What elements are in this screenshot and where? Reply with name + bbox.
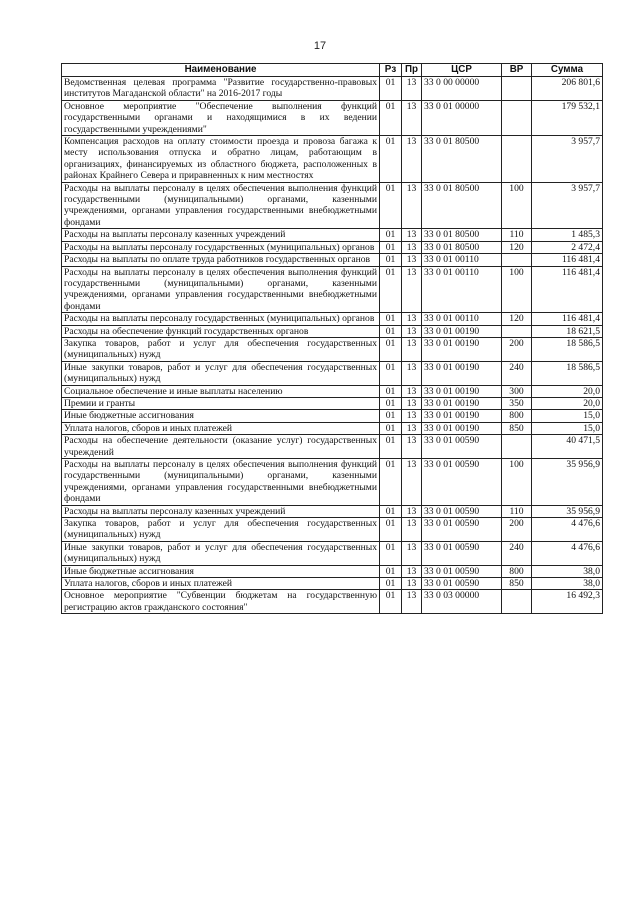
row-csr-cell: 33 0 01 00000 [422, 100, 502, 135]
row-pr-cell: 13 [402, 337, 422, 361]
row-csr-cell: 33 0 01 00190 [422, 385, 502, 397]
row-name-cell: Расходы на обеспечение деятельности (оказание услуг) государственных учреждений [62, 435, 380, 459]
row-vr-cell [502, 325, 532, 337]
row-csr-cell: 33 0 01 80500 [422, 229, 502, 241]
row-sum-cell: 4 476,6 [532, 518, 603, 542]
row-sum-cell: 1 485,3 [532, 229, 603, 241]
row-vr-cell: 100 [502, 266, 532, 313]
row-vr-cell: 800 [502, 565, 532, 577]
table-row [62, 182, 603, 229]
row-sum-cell: 16 492,3 [532, 590, 603, 614]
row-name-cell: Расходы на обеспечение функций государственных органов [62, 325, 380, 337]
row-vr-cell: 110 [502, 505, 532, 517]
row-csr-cell: 33 0 01 00190 [422, 325, 502, 337]
row-sum-cell: 4 476,6 [532, 541, 603, 565]
header-name: Наименование [62, 64, 380, 77]
row-vr-cell: 100 [502, 182, 532, 229]
row-sum-cell: 18 586,5 [532, 337, 603, 361]
row-pr-cell: 13 [402, 100, 422, 135]
row-vr-cell: 300 [502, 385, 532, 397]
row-csr-cell: 33 0 00 00000 [422, 77, 502, 101]
row-rz-cell: 01 [380, 435, 402, 459]
table-row [62, 77, 603, 101]
row-sum-cell: 35 956,9 [532, 505, 603, 517]
table-body [62, 77, 603, 614]
row-rz-cell: 01 [380, 77, 402, 101]
row-pr-cell: 13 [402, 410, 422, 422]
row-csr-cell: 33 0 01 00110 [422, 266, 502, 313]
row-vr-cell: 800 [502, 410, 532, 422]
row-name-cell: Расходы на выплаты по оплате труда работников государственных органов [62, 254, 380, 266]
row-vr-cell: 200 [502, 518, 532, 542]
row-vr-cell: 200 [502, 337, 532, 361]
row-pr-cell: 13 [402, 578, 422, 590]
row-pr-cell: 13 [402, 590, 422, 614]
row-pr-cell: 13 [402, 505, 422, 517]
row-csr-cell: 33 0 01 00190 [422, 410, 502, 422]
row-sum-cell: 20,0 [532, 397, 603, 409]
row-sum-cell: 35 956,9 [532, 459, 603, 506]
row-sum-cell: 179 532,1 [532, 100, 603, 135]
row-csr-cell: 33 0 01 00190 [422, 361, 502, 385]
row-csr-cell: 33 0 01 00590 [422, 505, 502, 517]
row-rz-cell: 01 [380, 590, 402, 614]
table-row [62, 565, 603, 577]
table-row [62, 422, 603, 434]
row-rz-cell: 01 [380, 361, 402, 385]
page-number: 17 [313, 40, 327, 52]
row-vr-cell: 120 [502, 241, 532, 253]
table-row [62, 505, 603, 517]
row-pr-cell: 13 [402, 229, 422, 241]
row-csr-cell: 33 0 03 00000 [422, 590, 502, 614]
row-csr-cell: 33 0 01 80500 [422, 136, 502, 183]
row-rz-cell: 01 [380, 100, 402, 135]
header-pr: Пр [402, 64, 422, 77]
row-vr-cell: 240 [502, 541, 532, 565]
row-rz-cell: 01 [380, 541, 402, 565]
header-csr: ЦСР [422, 64, 502, 77]
row-vr-cell [502, 136, 532, 183]
row-name-cell: Закупка товаров, работ и услуг для обеспечения государственных (муниципальных) нужд [62, 337, 380, 361]
budget-table [61, 63, 603, 614]
row-name-cell: Расходы на выплаты персоналу казенных учреждений [62, 229, 380, 241]
row-rz-cell: 01 [380, 410, 402, 422]
row-pr-cell: 13 [402, 435, 422, 459]
row-vr-cell: 240 [502, 361, 532, 385]
row-name-cell: Иные бюджетные ассигнования [62, 565, 380, 577]
row-name-cell: Социальное обеспечение и иные выплаты населению [62, 385, 380, 397]
table-row [62, 337, 603, 361]
row-sum-cell: 40 471,5 [532, 435, 603, 459]
row-rz-cell: 01 [380, 182, 402, 229]
row-sum-cell: 116 481,4 [532, 254, 603, 266]
table-row [62, 397, 603, 409]
row-rz-cell: 01 [380, 422, 402, 434]
row-name-cell: Уплата налогов, сборов и иных платежей [62, 578, 380, 590]
table-header [62, 64, 603, 77]
row-sum-cell: 38,0 [532, 565, 603, 577]
table-row [62, 100, 603, 135]
row-vr-cell: 100 [502, 459, 532, 506]
row-name-cell: Расходы на выплаты персоналу государственных (муниципальных) органов [62, 313, 380, 325]
row-vr-cell [502, 100, 532, 135]
row-sum-cell: 15,0 [532, 410, 603, 422]
row-name-cell: Расходы на выплаты персоналу государственных (муниципальных) органов [62, 241, 380, 253]
row-sum-cell: 3 957,7 [532, 136, 603, 183]
row-csr-cell: 33 0 01 00110 [422, 313, 502, 325]
table-row [62, 590, 603, 614]
row-pr-cell: 13 [402, 241, 422, 253]
row-name-cell: Иные закупки товаров, работ и услуг для обеспечения государственных (муниципальных) нужд [62, 541, 380, 565]
table-row [62, 459, 603, 506]
row-csr-cell: 33 0 01 80500 [422, 241, 502, 253]
row-vr-cell: 350 [502, 397, 532, 409]
row-pr-cell: 13 [402, 518, 422, 542]
header-rz: Рз [380, 64, 402, 77]
row-vr-cell [502, 77, 532, 101]
row-pr-cell: 13 [402, 397, 422, 409]
table-row [62, 518, 603, 542]
table-row [62, 435, 603, 459]
row-pr-cell: 13 [402, 136, 422, 183]
row-pr-cell: 13 [402, 361, 422, 385]
table-row [62, 266, 603, 313]
header-row [62, 64, 603, 77]
row-name-cell: Уплата налогов, сборов и иных платежей [62, 422, 380, 434]
row-sum-cell: 2 472,4 [532, 241, 603, 253]
row-sum-cell: 38,0 [532, 578, 603, 590]
table-row [62, 385, 603, 397]
row-rz-cell: 01 [380, 578, 402, 590]
table-row [62, 410, 603, 422]
table-row [62, 136, 603, 183]
header-vr: ВР [502, 64, 532, 77]
table-row [62, 229, 603, 241]
row-name-cell: Основное мероприятие "Субвенции бюджетам на государственную регистрацию актов гражданского состояния" [62, 590, 380, 614]
row-sum-cell: 206 801,6 [532, 77, 603, 101]
row-csr-cell: 33 0 01 00590 [422, 541, 502, 565]
row-vr-cell [502, 590, 532, 614]
row-rz-cell: 01 [380, 241, 402, 253]
row-name-cell: Основное мероприятие "Обеспечение выполнения функций государственными органами и находящимися в их ведении государственными учреждениями" [62, 100, 380, 135]
row-rz-cell: 01 [380, 385, 402, 397]
row-name-cell: Закупка товаров, работ и услуг для обеспечения государственных (муниципальных) нужд [62, 518, 380, 542]
row-sum-cell: 3 957,7 [532, 182, 603, 229]
row-csr-cell: 33 0 01 00590 [422, 518, 502, 542]
table-row [62, 541, 603, 565]
row-csr-cell: 33 0 01 00590 [422, 459, 502, 506]
row-pr-cell: 13 [402, 459, 422, 506]
table-row [62, 254, 603, 266]
row-name-cell: Компенсация расходов на оплату стоимости проезда и провоза багажа к месту использования отпуска и обратно лицам, работающим в организациях, финансируемых из областного бюджета, расположенных в районах Крайнего Севера и приравненных к ним местностях [62, 136, 380, 183]
row-pr-cell: 13 [402, 182, 422, 229]
row-rz-cell: 01 [380, 459, 402, 506]
row-sum-cell: 116 481,4 [532, 266, 603, 313]
row-rz-cell: 01 [380, 325, 402, 337]
table-row [62, 361, 603, 385]
row-csr-cell: 33 0 01 80500 [422, 182, 502, 229]
row-sum-cell: 18 586,5 [532, 361, 603, 385]
row-vr-cell: 120 [502, 313, 532, 325]
row-vr-cell: 850 [502, 578, 532, 590]
row-pr-cell: 13 [402, 565, 422, 577]
row-rz-cell: 01 [380, 337, 402, 361]
row-name-cell: Иные бюджетные ассигнования [62, 410, 380, 422]
row-rz-cell: 01 [380, 505, 402, 517]
row-pr-cell: 13 [402, 254, 422, 266]
row-rz-cell: 01 [380, 266, 402, 313]
row-name-cell: Ведомственная целевая программа "Развитие государственно-правовых институтов Магаданской области" на 2016-2017 годы [62, 77, 380, 101]
row-vr-cell: 110 [502, 229, 532, 241]
row-pr-cell: 13 [402, 385, 422, 397]
row-csr-cell: 33 0 01 00190 [422, 337, 502, 361]
row-csr-cell: 33 0 01 00590 [422, 565, 502, 577]
row-rz-cell: 01 [380, 313, 402, 325]
row-pr-cell: 13 [402, 266, 422, 313]
row-csr-cell: 33 0 01 00190 [422, 422, 502, 434]
row-rz-cell: 01 [380, 229, 402, 241]
row-name-cell: Расходы на выплаты персоналу казенных учреждений [62, 505, 380, 517]
row-name-cell: Расходы на выплаты персоналу в целях обеспечения выполнения функций государственными (муниципальными) органами, казенными учреждениями, органами управления государственными внебюджетными фондами [62, 182, 380, 229]
row-rz-cell: 01 [380, 565, 402, 577]
row-vr-cell [502, 435, 532, 459]
row-pr-cell: 13 [402, 422, 422, 434]
row-csr-cell: 33 0 01 00590 [422, 435, 502, 459]
row-pr-cell: 13 [402, 325, 422, 337]
table-row [62, 578, 603, 590]
table-row [62, 313, 603, 325]
row-vr-cell: 850 [502, 422, 532, 434]
row-pr-cell: 13 [402, 541, 422, 565]
row-name-cell: Иные закупки товаров, работ и услуг для обеспечения государственных (муниципальных) нужд [62, 361, 380, 385]
row-pr-cell: 13 [402, 77, 422, 101]
row-vr-cell [502, 254, 532, 266]
row-sum-cell: 15,0 [532, 422, 603, 434]
row-csr-cell: 33 0 01 00190 [422, 397, 502, 409]
row-sum-cell: 18 621,5 [532, 325, 603, 337]
row-rz-cell: 01 [380, 518, 402, 542]
row-sum-cell: 20,0 [532, 385, 603, 397]
row-pr-cell: 13 [402, 313, 422, 325]
header-sum: Сумма [532, 64, 603, 77]
table-row [62, 241, 603, 253]
row-name-cell: Расходы на выплаты персоналу в целях обеспечения выполнения функций государственными (муниципальными) органами, казенными учреждениями, органами управления государственными внебюджетными фондами [62, 266, 380, 313]
row-rz-cell: 01 [380, 136, 402, 183]
row-name-cell: Расходы на выплаты персоналу в целях обеспечения выполнения функций государственными (муниципальными) органами, казенными учреждениями, органами управления государственными внебюджетными фондами [62, 459, 380, 506]
row-name-cell: Премии и гранты [62, 397, 380, 409]
row-sum-cell: 116 481,4 [532, 313, 603, 325]
table-row [62, 325, 603, 337]
row-csr-cell: 33 0 01 00590 [422, 578, 502, 590]
row-rz-cell: 01 [380, 254, 402, 266]
row-csr-cell: 33 0 01 00110 [422, 254, 502, 266]
row-rz-cell: 01 [380, 397, 402, 409]
